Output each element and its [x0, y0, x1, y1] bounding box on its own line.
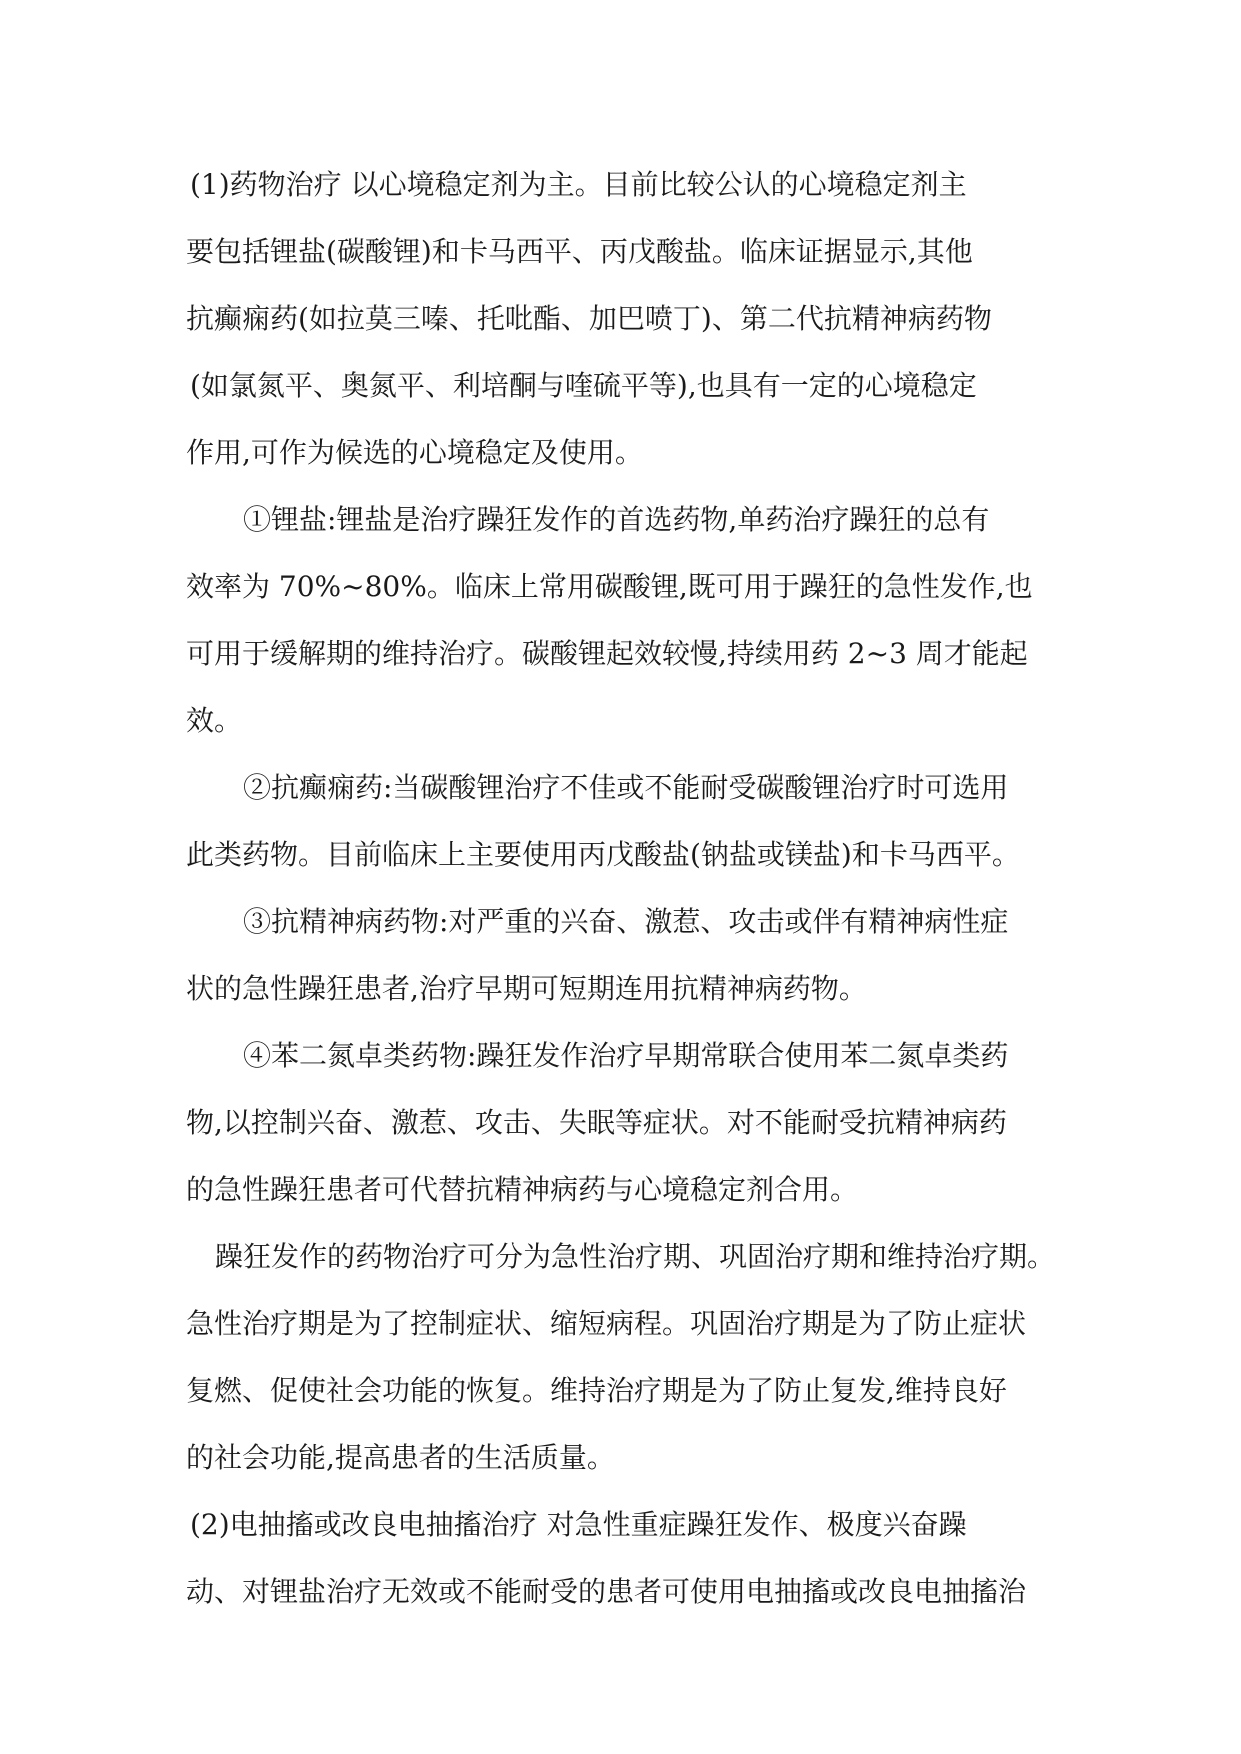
text-line: 急性治疗期是为了控制症状、缩短病程。巩固治疗期是为了防止症状 — [186, 1307, 1027, 1340]
text-line: 抗癫痫药(如拉莫三嗪、托吡酯、加巴喷丁)、第二代抗精神病药物 — [186, 302, 992, 335]
text-line: ④苯二氮卓类药物:躁狂发作治疗早期常联合使用苯二氮卓类药 — [243, 1039, 1009, 1072]
text-line: 的社会功能,提高患者的生活质量。 — [186, 1441, 615, 1474]
text-line: 此类药物。目前临床上主要使用丙戊酸盐(钠盐或镁盐)和卡马西平。 — [186, 838, 1020, 871]
text-line: ③抗精神病药物:对严重的兴奋、激惹、攻击或伴有精神病性症 — [243, 905, 1009, 938]
text-line: ①锂盐:锂盐是治疗躁狂发作的首选药物,单药治疗躁狂的总有 — [243, 503, 990, 536]
text-line: 物,以控制兴奋、激惹、攻击、失眠等症状。对不能耐受抗精神病药 — [186, 1106, 1007, 1139]
text-line: 动、对锂盐治疗无效或不能耐受的患者可使用电抽搐或改良电抽搐治 — [186, 1575, 1027, 1608]
text-line: 效。 — [186, 704, 243, 737]
text-line: (1)药物治疗 以心境稳定剂为主。目前比较公认的心境稳定剂主 — [190, 168, 967, 201]
text-line: ②抗癫痫药:当碳酸锂治疗不佳或不能耐受碳酸锂治疗时可选用 — [243, 771, 1009, 804]
text-line: 躁狂发作的药物治疗可分为急性治疗期、巩固治疗期和维持治疗期。 — [215, 1240, 1056, 1273]
text-line: 效率为 70%~80%。临床上常用碳酸锂,既可用于躁狂的急性发作,也 — [186, 570, 1033, 603]
text-line: 作用,可作为候选的心境稳定及使用。 — [186, 436, 643, 469]
text-line: (如氯氮平、奥氮平、利培酮与喹硫平等),也具有一定的心境稳定 — [190, 369, 977, 402]
text-line: 要包括锂盐(碳酸锂)和卡马西平、丙戊酸盐。临床证据显示,其他 — [186, 235, 973, 268]
text-line: (2)电抽搐或改良电抽搐治疗 对急性重症躁狂发作、极度兴奋躁 — [190, 1508, 967, 1541]
text-line: 复燃、促使社会功能的恢复。维持治疗期是为了防止复发,维持良好 — [186, 1374, 1007, 1407]
text-line: 可用于缓解期的维持治疗。碳酸锂起效较慢,持续用药 2~3 周才能起 — [186, 637, 1028, 670]
text-line: 的急性躁狂患者可代替抗精神病药与心境稳定剂合用。 — [186, 1173, 859, 1206]
text-line: 状的急性躁狂患者,治疗早期可短期连用抗精神病药物。 — [186, 972, 867, 1005]
